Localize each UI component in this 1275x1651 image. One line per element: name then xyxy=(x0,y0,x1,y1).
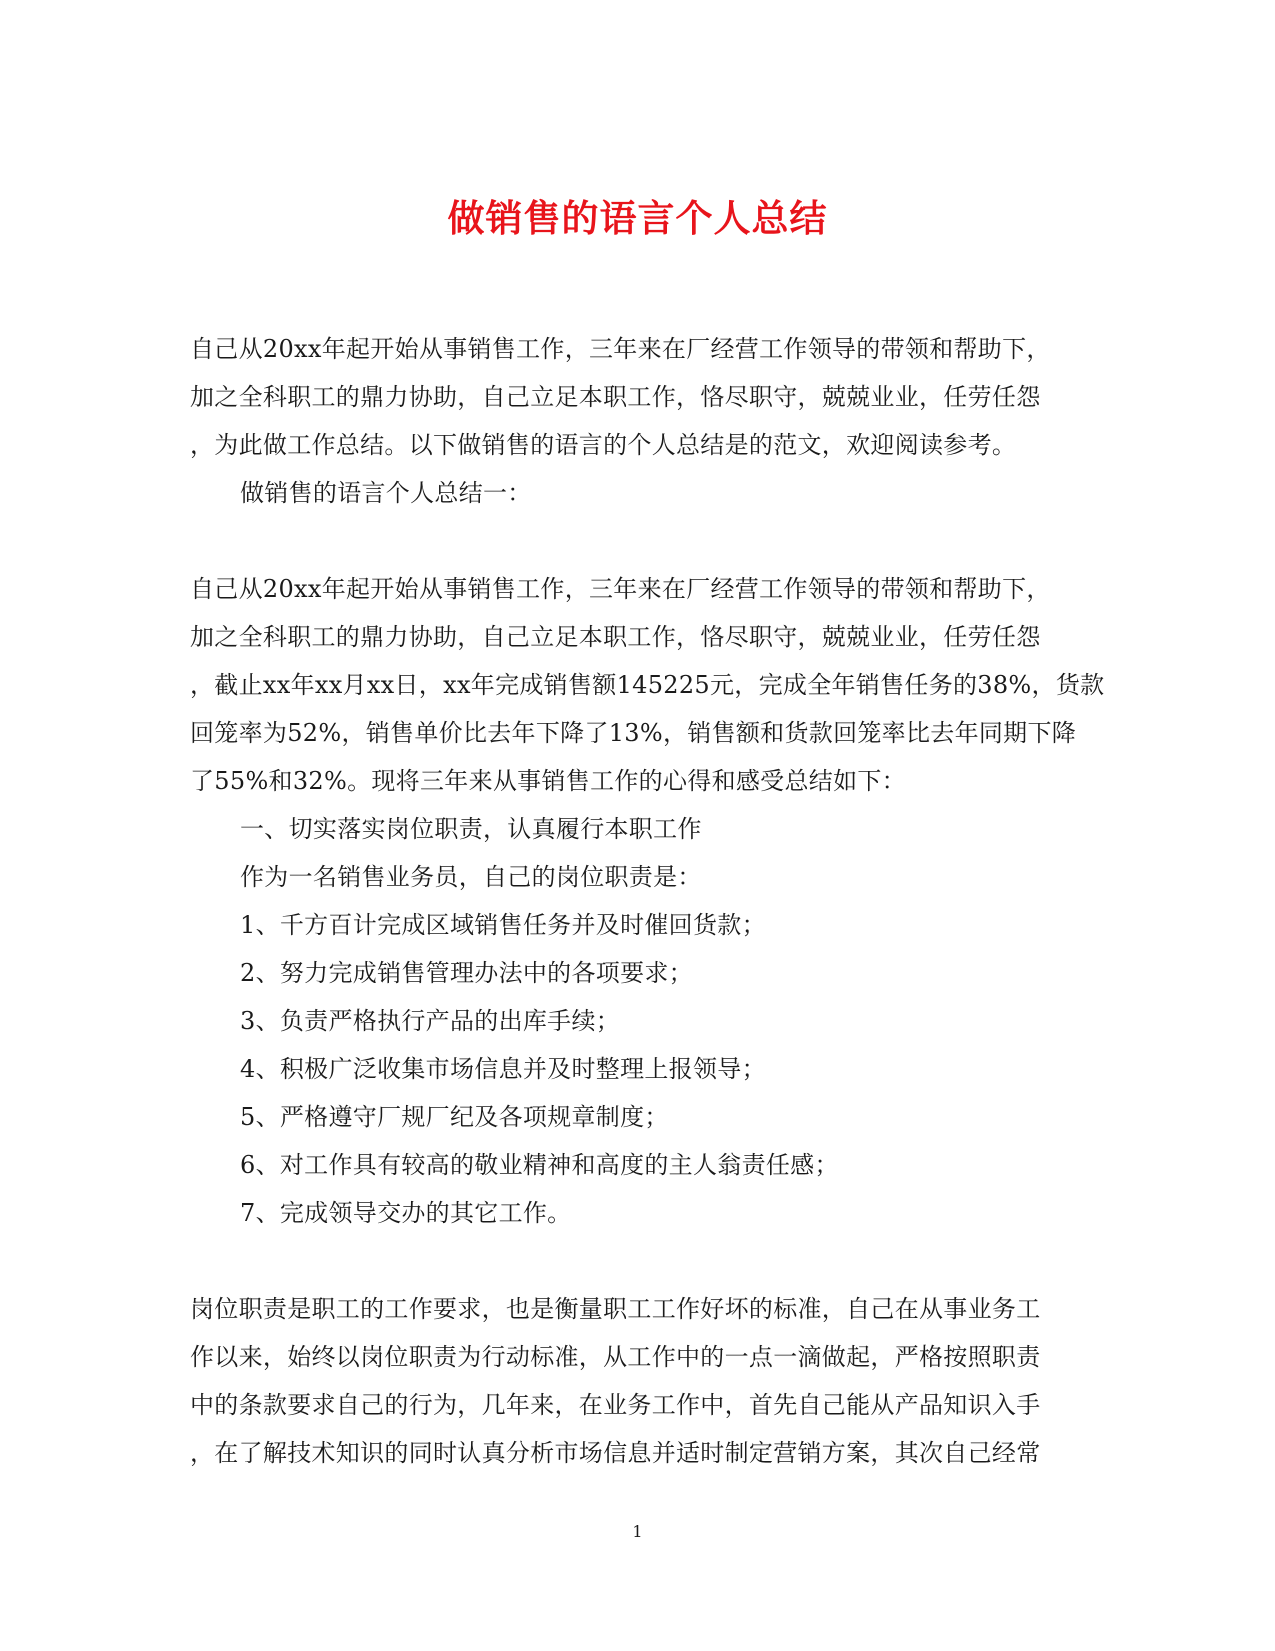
paragraph-line: 自己从20xx年起开始从事销售工作，三年来在厂经营工作领导的带领和帮助下， xyxy=(190,575,1051,603)
paragraph-gap xyxy=(190,1237,1085,1285)
duty-list-item: 7、完成领导交办的其它工作。 xyxy=(240,1199,572,1227)
paragraph-gap xyxy=(190,517,1085,565)
paragraph-line: ，截止xx年xx月xx日，xx年完成销售额145225元，完成全年销售任务的38%，货款 xyxy=(190,671,1105,699)
page-number: 1 xyxy=(632,1522,643,1541)
duty-list-item: 4、积极广泛收集市场信息并及时整理上报领导； xyxy=(240,1055,766,1083)
duty-list-item: 2、努力完成销售管理办法中的各项要求； xyxy=(240,959,693,987)
paragraph-line: 中的条款要求自己的行为，几年来，在业务工作中，首先自己能从产品知识入手 xyxy=(190,1391,1041,1419)
paragraph-line: 回笼率为52%，销售单价比去年下降了13%，销售额和货款回笼率比去年同期下降 xyxy=(190,719,1077,747)
paragraph-line: 岗位职责是职工的工作要求，也是衡量职工工作好坏的标准，自己在从事业务工 xyxy=(190,1295,1041,1323)
duty-list-item: 5、严格遵守厂规厂纪及各项规章制度； xyxy=(240,1103,669,1131)
paragraph-line: 加之全科职工的鼎力协助，自己立足本职工作，恪尽职守，兢兢业业，任劳任怨 xyxy=(190,623,1041,651)
paragraph-line: ，为此做工作总结。以下做销售的语言的个人总结是的范文，欢迎阅读参考。 xyxy=(190,431,1017,459)
paragraph-line: 加之全科职工的鼎力协助，自己立足本职工作，恪尽职守，兢兢业业，任劳任怨 xyxy=(190,383,1041,411)
paragraph-line: 作以来，始终以岗位职责为行动标准，从工作中的一点一滴做起，严格按照职责 xyxy=(190,1343,1041,1371)
section-heading: 一、切实落实岗位职责，认真履行本职工作 xyxy=(240,815,702,843)
paragraph-line: 了55%和32%。现将三年来从事销售工作的心得和感受总结如下： xyxy=(190,767,906,795)
section-subheading: 做销售的语言个人总结一： xyxy=(240,479,532,507)
document-body xyxy=(190,325,1105,1477)
paragraph-line: ，在了解技术知识的同时认真分析市场信息并适时制定营销方案，其次自己经常 xyxy=(190,1439,1041,1467)
page-title: 做销售的语言个人总结 xyxy=(447,195,828,240)
duty-list-item: 6、对工作具有较高的敬业精神和高度的主人翁责任感； xyxy=(240,1151,839,1179)
paragraph-line: 自己从20xx年起开始从事销售工作，三年来在厂经营工作领导的带领和帮助下， xyxy=(190,335,1051,363)
duty-list-item: 1、千方百计完成区域销售任务并及时催回货款； xyxy=(240,911,766,939)
duty-list-item: 3、负责严格执行产品的出库手续； xyxy=(240,1007,621,1035)
duty-intro: 作为一名销售业务员，自己的岗位职责是： xyxy=(240,863,702,891)
